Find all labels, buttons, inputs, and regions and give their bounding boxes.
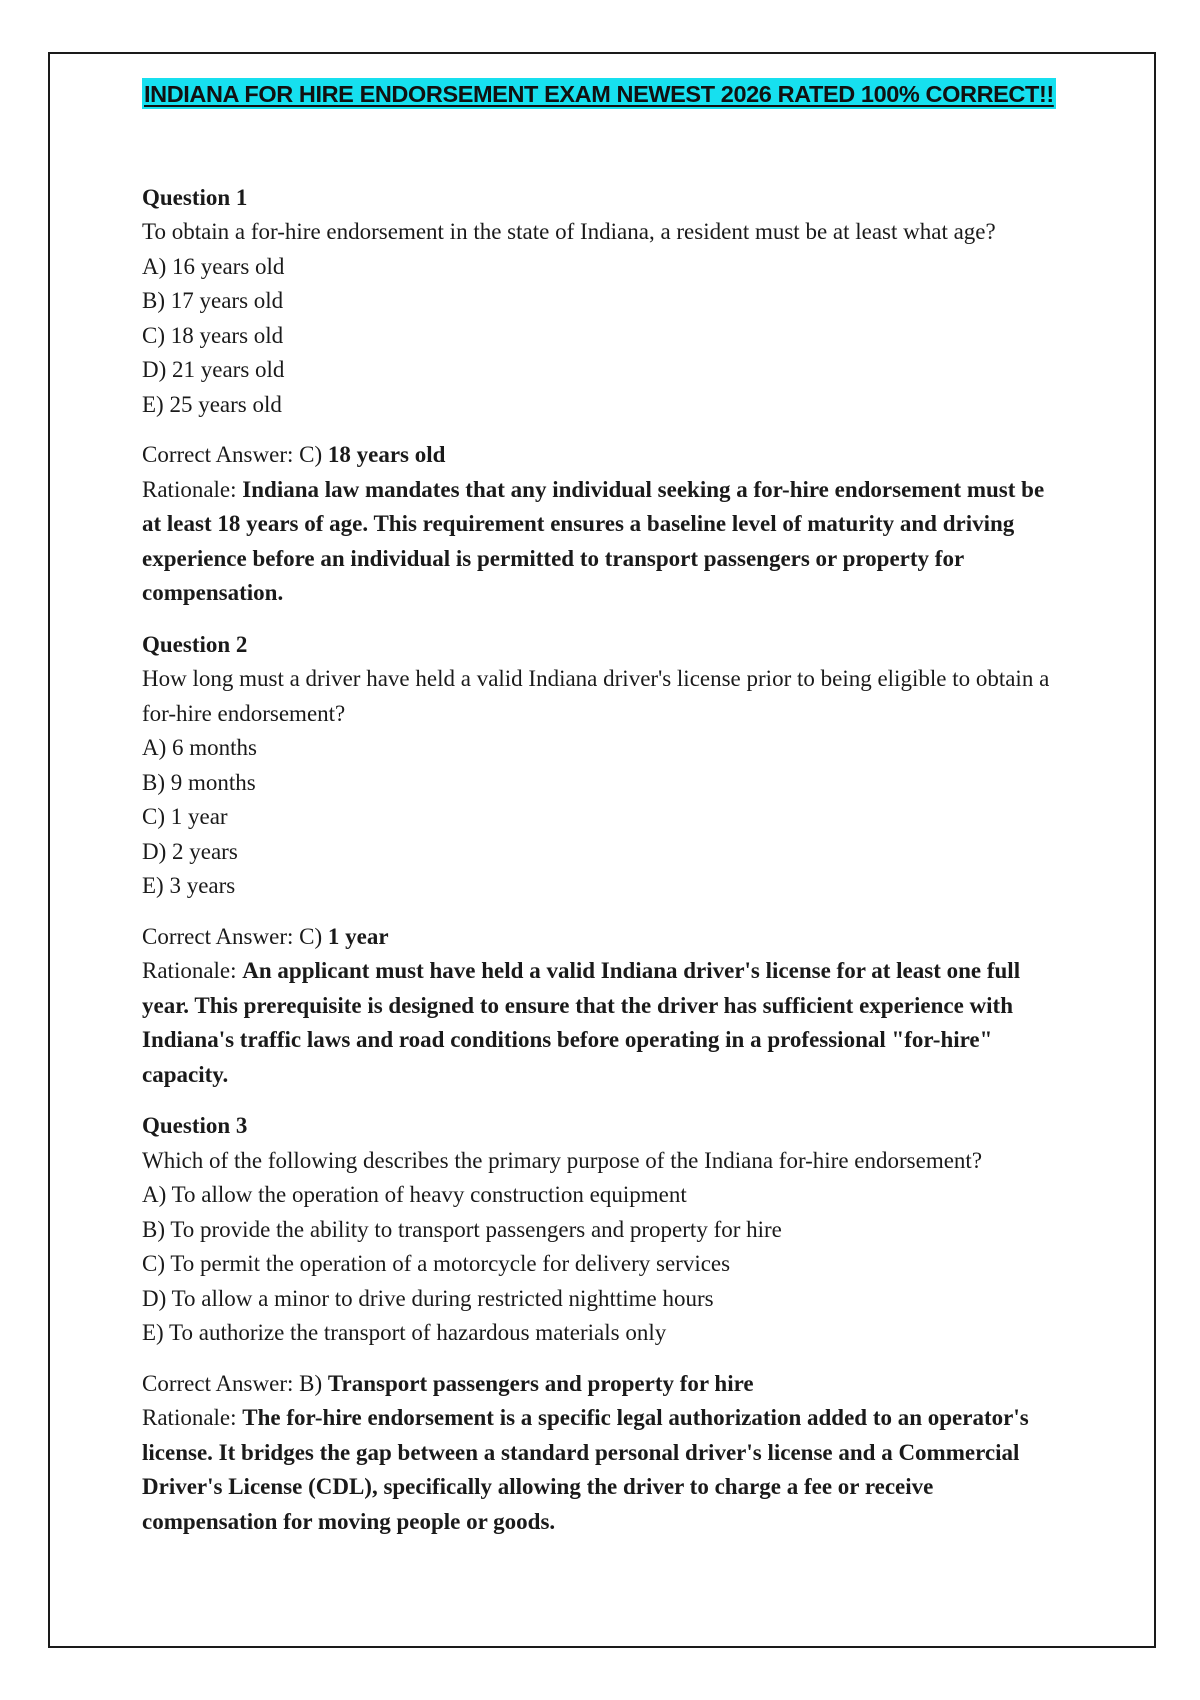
- option-item: A) To allow the operation of heavy construction equipment: [142, 1182, 687, 1207]
- answer-block: [142, 1367, 1062, 1540]
- option-list: [142, 731, 1062, 904]
- correct-answer-label: Correct Answer:: [142, 442, 294, 467]
- option-item: E) 3 years: [142, 873, 236, 898]
- option-item: E) 25 years old: [142, 391, 282, 417]
- option-item: B) 17 years old: [142, 288, 284, 313]
- question-heading: Question 1: [142, 184, 248, 210]
- rationale-text: The for-hire endorsement is a specific legal authorization added to an operator's license. It bridges the gap between a standard personal driver's license and a Commercial Driver's License (CDL), specifically allowing the driver to charge a fee or receive compensation for moving people or goods.: [142, 1405, 1029, 1534]
- rationale-label: Rationale:: [142, 958, 237, 983]
- correct-answer-line: [142, 438, 1062, 473]
- option-item: D) 2 years: [142, 838, 238, 864]
- question-prompt: How long must a driver have held a valid Indiana driver's license prior to being eligible to obtain a for-hire endorsement?: [142, 666, 1050, 726]
- correct-answer-label: Correct Answer:: [142, 1370, 294, 1396]
- option-item: C) 1 year: [142, 804, 228, 829]
- question-prompt: To obtain a for-hire endorsement in the state of Indiana, a resident must be at least what age?: [142, 219, 996, 244]
- rationale-label: Rationale:: [142, 1405, 237, 1430]
- question-prompt: Which of the following describes the primary purpose of the Indiana for-hire endorsement?: [142, 1147, 983, 1173]
- option-item: A) 6 months: [142, 735, 257, 760]
- correct-answer-text: Transport passengers and property for hire: [327, 1370, 754, 1396]
- correct-answer-line: [142, 920, 1062, 955]
- correct-answer-letter: C): [299, 442, 323, 467]
- rationale-line: [142, 954, 1062, 1092]
- rationale-text: An applicant must have held a valid Indiana driver's license for at least one full year. This prerequisite is designed to ensure that the driver has sufficient experience with Indiana's traffic laws and road conditions before operating in a professional "for-hire" capacity.: [142, 958, 1021, 1087]
- correct-answer-letter: B): [299, 1370, 323, 1396]
- option-item: E) To authorize the transport of hazardous materials only: [142, 1320, 667, 1345]
- question-heading: Question 3: [142, 1113, 248, 1138]
- correct-answer-letter: C): [299, 923, 323, 949]
- rationale-label: Rationale:: [142, 476, 237, 502]
- option-item: C) 18 years old: [142, 322, 284, 348]
- question-block: [142, 181, 1062, 611]
- option-item: A) 16 years old: [142, 253, 285, 279]
- rationale-text: Indiana law mandates that any individual seeking a for-hire endorsement must be at least 18 years of age. This requirement ensures a baseline level of maturity and driving experience before an individual is permitted to transport passengers or property for compensation.: [142, 476, 1045, 605]
- question-block: [142, 1109, 1062, 1539]
- document-body: [142, 78, 1062, 1556]
- option-item: B) To provide the ability to transport passengers and property for hire: [142, 1216, 782, 1242]
- question-heading: Question 2: [142, 631, 248, 657]
- answer-block: [142, 438, 1062, 611]
- question-block: [142, 628, 1062, 1093]
- option-item: D) To allow a minor to drive during restricted nighttime hours: [142, 1285, 714, 1311]
- document-title: INDIANA FOR HIRE ENDORSEMENT EXAM NEWEST 2026 RATED 100% CORRECT!!: [142, 78, 1056, 109]
- option-item: D) 21 years old: [142, 357, 285, 382]
- correct-answer-line: [142, 1367, 1062, 1402]
- title-wrap: [142, 78, 1062, 113]
- correct-answer-label: Correct Answer:: [142, 923, 294, 949]
- option-item: B) 9 months: [142, 769, 256, 795]
- answer-block: [142, 920, 1062, 1093]
- correct-answer-text: 18 years old: [327, 442, 446, 467]
- option-list: [142, 250, 1062, 423]
- rationale-line: [142, 1401, 1062, 1539]
- rationale-line: [142, 473, 1062, 611]
- option-list: [142, 1178, 1062, 1351]
- correct-answer-text: 1 year: [327, 923, 389, 949]
- option-item: C) To permit the operation of a motorcycle for delivery services: [142, 1251, 731, 1276]
